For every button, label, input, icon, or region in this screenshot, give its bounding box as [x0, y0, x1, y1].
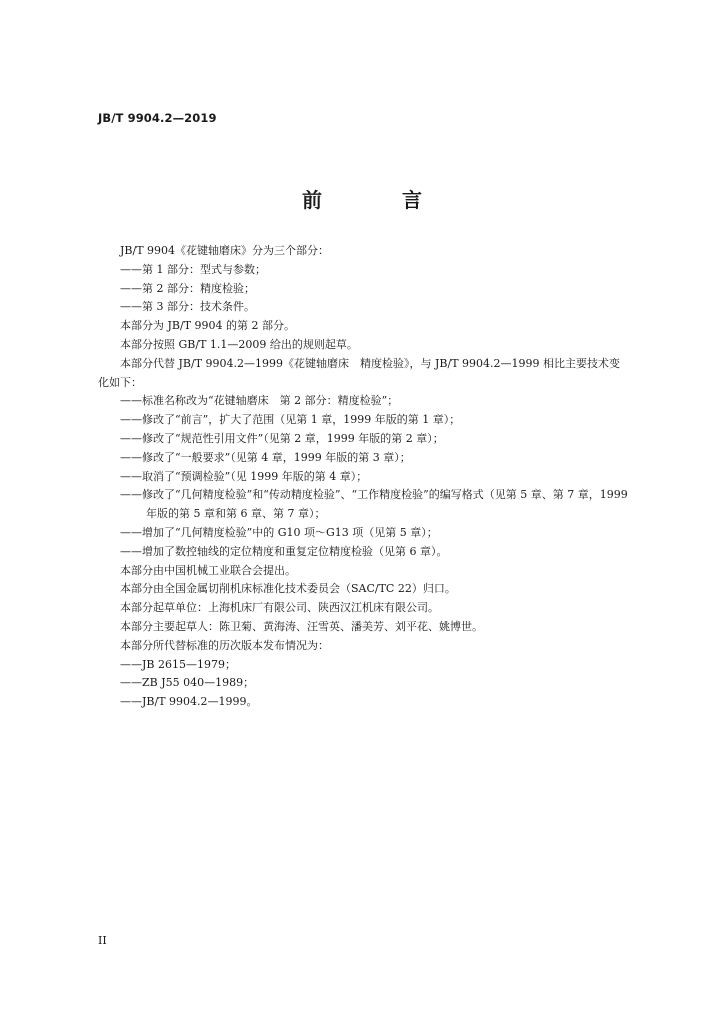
standard-code-header: JB/T 9904.2—2019: [98, 111, 217, 125]
foreword-body: [98, 242, 630, 712]
paragraph-previous-editions: 本部分所代替标准的历次版本发布情况为：: [120, 638, 329, 652]
edition-item: ——ZB J55 040—1989；: [120, 676, 255, 690]
edition-item: ——JB 2615—1979；: [120, 657, 236, 671]
change-item: ——修改了“几何精度检验”和“传动精度检验”、“工作精度检验”的编写格式（见第 5 章、第 7 章，1999 年版的第 5 章和第 6 章、第 7 章）；: [120, 488, 628, 521]
paragraph-this-part: 本部分为 JB/T 9904 的第 2 部分。: [120, 319, 296, 333]
page-number: II: [98, 934, 107, 947]
change-item: ——标准名称改为“花键轴磨床 第 2 部分：精度检验”；: [120, 394, 399, 408]
list-item-part-1: ——第 1 部分：型式与参数；: [120, 262, 266, 276]
edition-item: ——JB/T 9904.2—1999。: [120, 695, 258, 709]
paragraph-drafting-units: 本部分起草单位：上海机床厂有限公司、陕西汉江机床有限公司。: [120, 601, 439, 615]
paragraph-centralized-by: 本部分由全国金属切削机床标准化技术委员会（SAC/TC 22）归口。: [120, 582, 456, 596]
change-item: ——修改了“一般要求”（见第 4 章，1999 年版的第 3 章）；: [120, 450, 411, 464]
change-item: ——增加了数控轴线的定位精度和重复定位精度检验（见第 6 章）。: [120, 544, 448, 558]
paragraph-proposed-by: 本部分由中国机械工业联合会提出。: [120, 563, 296, 577]
paragraph-replaces: 本部分代替 JB/T 9904.2—1999《花键轴磨床 精度检验》，与 JB/T 9904.2—1999 相比主要技术变化如下：: [98, 356, 621, 389]
change-item: ——修改了“前言”，扩大了范围（见第 1 章，1999 年版的第 1 章）；: [120, 413, 461, 427]
list-item-part-2: ——第 2 部分：精度检验；: [120, 281, 255, 295]
paragraph-drafters: 本部分主要起草人：陈卫菊、黄海涛、汪雪英、潘美芳、刘平花、姚博世。: [120, 619, 483, 633]
change-item: ——取消了“预调检验”（见 1999 年版的第 4 章）；: [120, 469, 368, 483]
change-item: ——修改了“规范性引用文件”（见第 2 章，1999 年版的第 2 章）；: [120, 431, 444, 445]
list-item-part-3: ——第 3 部分：技术条件。: [120, 300, 255, 314]
change-item: ——增加了“几何精度检验”中的 G10 项～G13 项（见第 5 章）；: [120, 525, 438, 539]
paragraph-parts-intro: JB/T 9904《花键轴磨床》分为三个部分：: [120, 244, 330, 257]
paragraph-drafting-rules: 本部分按照 GB/T 1.1—2009 给出的规则起草。: [120, 337, 358, 351]
page-title: 前 言: [302, 188, 452, 212]
